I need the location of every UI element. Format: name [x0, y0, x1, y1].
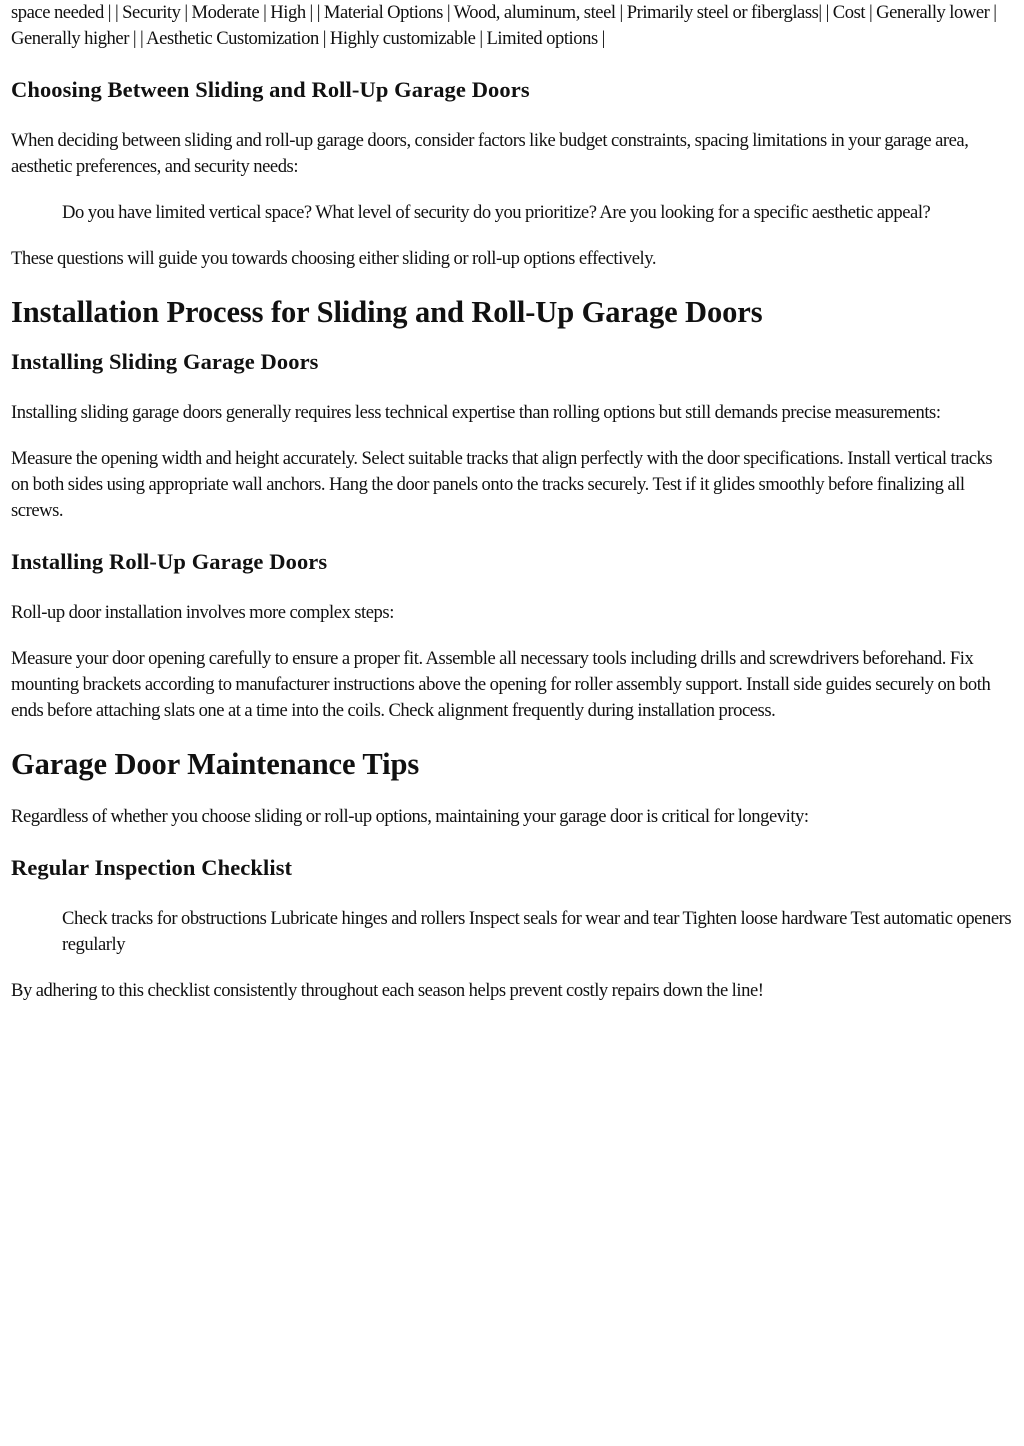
choosing-questions-text: Do you have limited vertical space? What level of security do you prioritize? Are you looking for a specific aesthetic appeal? [62, 202, 931, 223]
choosing-intro-paragraph: When deciding between sliding and roll-up garage doors, consider factors like budget constraints, spacing limitations in your garage area, aesthetic preferences, and security needs: [11, 130, 969, 177]
installing-sliding-intro: Installing sliding garage doors generally requires less technical expertise than rolling options but still demands precise measurements: [11, 402, 941, 423]
installing-rollup-heading: Installing Roll-Up Garage Doors [11, 549, 328, 574]
choosing-questions-quote [11, 200, 1013, 226]
table-continuation-text: space needed | | Security | Moderate | High | | Material Options | Wood, aluminum, steel | Primarily steel or fiberglass| | Cost | Generally lower | Generally higher | | Aesthetic Customization | Highly customizable | Limited options | [11, 2, 997, 49]
checklist-closing-paragraph: By adhering to this checklist consistently throughout each season helps prevent costly repairs down the line! [11, 980, 764, 1001]
installing-sliding-steps: Measure the opening width and height accurately. Select suitable tracks that align perfectly with the door specifications. Install vertical tracks on both sides using appropriate wall anchors. Hang the door panels onto the tracks securely. Test if it glides smoothly before finalizing all screws. [11, 448, 993, 521]
maintenance-intro-paragraph: Regardless of whether you choose sliding or roll-up options, maintaining your garage door is critical for longevity: [11, 806, 809, 827]
maintenance-heading: Garage Door Maintenance Tips [11, 747, 420, 781]
inspection-checklist-items: Check tracks for obstructions Lubricate hinges and rollers Inspect seals for wear and tear Tighten loose hardware Test automatic openers regularly [62, 908, 1012, 955]
installation-heading: Installation Process for Sliding and Roll-Up Garage Doors [11, 295, 763, 329]
inspection-checklist-quote [11, 906, 1013, 958]
installing-rollup-steps: Measure your door opening carefully to ensure a proper fit. Assemble all necessary tools including drills and screwdrivers beforehand. Fix mounting brackets according to manufacturer instructions above the opening for roller assembly support. Install side guides securely on both ends before attaching slats one at a time into the coils. Check alignment frequently during installation process. [11, 648, 991, 721]
inspection-checklist-heading: Regular Inspection Checklist [11, 855, 293, 880]
installing-sliding-heading: Installing Sliding Garage Doors [11, 349, 319, 374]
choosing-heading: Choosing Between Sliding and Roll-Up Garage Doors [11, 77, 530, 102]
choosing-guide-paragraph: These questions will guide you towards choosing either sliding or roll-up options effectively. [11, 248, 657, 269]
installing-rollup-intro: Roll-up door installation involves more complex steps: [11, 602, 394, 623]
